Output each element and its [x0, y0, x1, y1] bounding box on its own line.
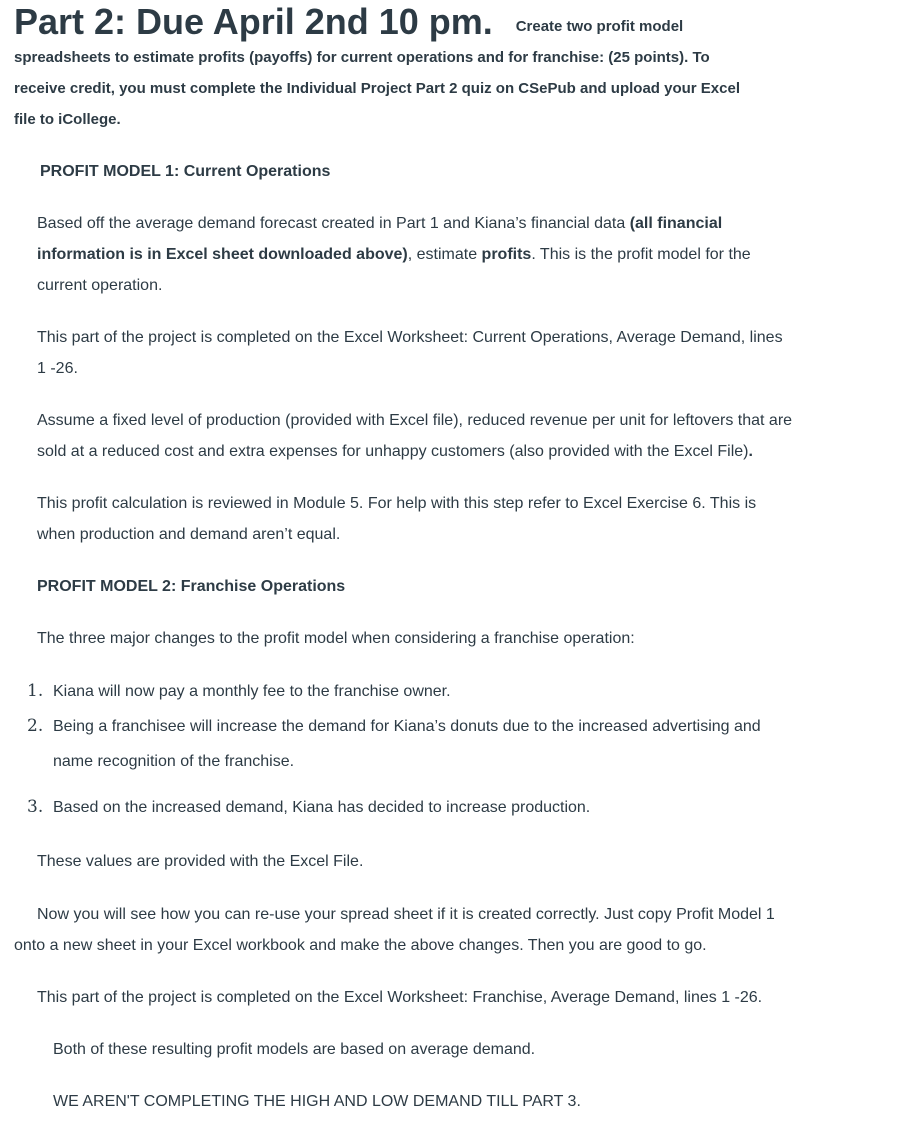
model1-paragraph1-line1	[37, 214, 722, 234]
worksheet-note: This part of the project is completed on the Excel Worksheet: Franchise, Average Demand, lines 1 -26.	[37, 989, 763, 1006]
part3-note: WE AREN'T COMPLETING THE HIGH AND LOW DEMAND TILL PART 3.	[53, 1093, 581, 1110]
list-number-2: 2.	[27, 716, 44, 736]
model1-p1-bold-cont: information is in Excel sheet downloaded above)	[37, 246, 408, 263]
model2-intro: The three major changes to the profit model when considering a franchise operation:	[37, 630, 635, 647]
model1-paragraph4-line1: This profit calculation is reviewed in Module 5. For help with this step refer to Excel Exercise 6. This is	[37, 495, 757, 512]
page-title: Part 2: Due April 2nd 10 pm.	[14, 1, 493, 42]
model1-p1-profits: profits	[481, 246, 532, 263]
list-item-1: Kiana will now pay a monthly fee to the franchise owner.	[53, 683, 451, 700]
model1-paragraph3-line1: Assume a fixed level of production (provided with Excel file), reduced revenue per unit for leftovers that are	[37, 412, 793, 429]
list-number-1: 1.	[27, 681, 44, 701]
model1-p1-estimate: , estimate	[407, 246, 482, 263]
reuse-note-line2: onto a new sheet in your Excel workbook and make the above changes. Then you are good to go.	[14, 937, 707, 954]
model1-paragraph3-line2	[37, 442, 753, 462]
intro-text-line3: receive credit, you must complete the Individual Project Part 2 quiz on CSePub and upload your Excel	[14, 80, 741, 97]
intro-text-line4: file to iCollege.	[14, 111, 121, 128]
model2-heading: PROFIT MODEL 2: Franchise Operations	[37, 578, 346, 595]
intro-text-line2: spreadsheets to estimate profits (payoffs) for current operations and for franchise: (25 points). To	[14, 49, 710, 66]
model1-paragraph2-line2: 1 -26.	[37, 360, 78, 377]
model1-paragraph1-line2	[37, 245, 751, 265]
average-demand-note: Both of these resulting profit models are based on average demand.	[53, 1041, 536, 1058]
model1-paragraph2-line1: This part of the project is completed on the Excel Worksheet: Current Operations, Average Demand, lines	[37, 329, 783, 346]
model1-paragraph1-line3: current operation.	[37, 277, 163, 294]
reuse-note-line1: Now you will see how you can re-use your spread sheet if it is created correctly. Just copy Profit Model 1	[37, 906, 775, 923]
model1-p1-text: Based off the average demand forecast created in Part 1 and Kiana’s financial data	[37, 215, 630, 232]
list-item-2-line2: name recognition of the franchise.	[53, 753, 295, 770]
intro-text-start: Create two profit model	[515, 18, 684, 35]
model1-p3-period: .	[748, 443, 753, 460]
model1-p3-text: sold at a reduced cost and extra expenses for unhappy customers (also provided with the Excel File)	[37, 443, 749, 460]
model1-p1-bold: (all financial	[629, 215, 723, 232]
list-item-3: Based on the increased demand, Kiana has decided to increase production.	[53, 799, 591, 816]
model1-heading: PROFIT MODEL 1: Current Operations	[40, 163, 331, 180]
model1-paragraph4-line2: when production and demand aren’t equal.	[37, 526, 341, 543]
list-number-3: 3.	[27, 797, 44, 817]
list-item-2-line1: Being a franchisee will increase the demand for Kiana’s donuts due to the increased advertising and	[53, 718, 761, 735]
title-line	[14, 2, 683, 42]
model1-p1-tail: . This is the profit model for the	[531, 246, 751, 263]
values-note: These values are provided with the Excel File.	[37, 853, 364, 870]
